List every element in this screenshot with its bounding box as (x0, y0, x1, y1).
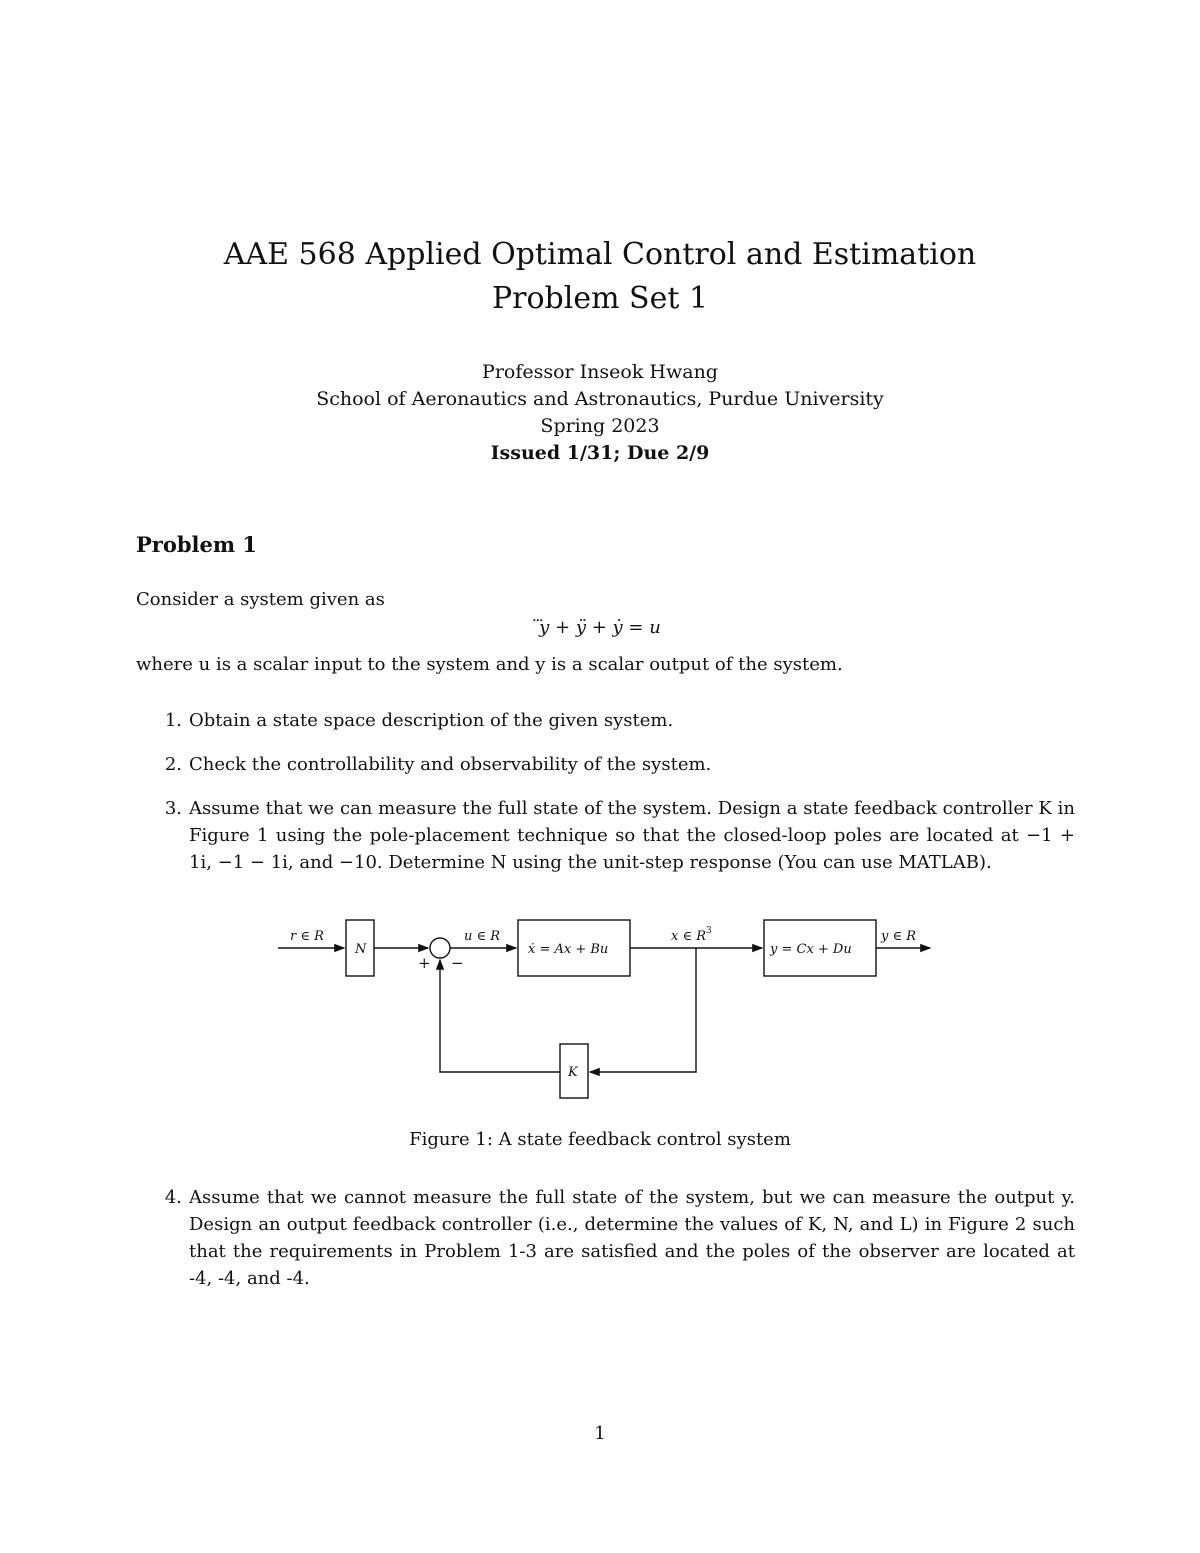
list-item-text: Check the controllability and observability of the system. (189, 754, 712, 775)
list-item-number: 3. (164, 798, 182, 819)
problem-intro: Consider a system given as (136, 589, 385, 610)
label-y: y ∈ R (881, 929, 917, 944)
feedback-to-summer-line (440, 960, 560, 1072)
list-item-number: 2. (164, 754, 182, 775)
list-item-text: Obtain a state space description of the given system. (189, 710, 674, 731)
label-n: N (355, 942, 367, 957)
block-diagram (270, 910, 950, 1110)
summing-junction (430, 938, 450, 958)
feedback-to-k-line (590, 948, 696, 1072)
list-item-text: Assume that we can measure the full state of the system. Design a state feedback controller K in Figure 1 using the pole-placement technique so that the closed-loop poles are located at −1 + 1i, −1 − 1i, and −10. Determine N using the unit-step response (You can use MATLAB). (189, 798, 1075, 873)
label-state-equation: ẋ = Ax + Bu (528, 942, 609, 957)
page-number: 1 (594, 1423, 606, 1444)
problem-description: where u is a scalar input to the system and y is a scalar output of the system. (136, 654, 843, 675)
school-name: School of Aeronautics and Astronautics, Purdue University (316, 388, 884, 410)
label-x: x ∈ R (671, 929, 707, 944)
label-r: r ∈ R (290, 929, 324, 944)
label-minus: − (451, 954, 464, 972)
professor-name: Professor Inseok Hwang (482, 361, 718, 383)
document-subtitle: Problem Set 1 (491, 281, 709, 316)
figure-caption: Figure 1: A state feedback control system (409, 1129, 791, 1150)
label-plus: + (418, 954, 431, 972)
label-u: u ∈ R (464, 929, 501, 944)
label-k: K (568, 1065, 578, 1080)
list-item-text: Assume that we cannot measure the full state of the system, but we can measure the output y. Design an output feedback controller (i.e., determine the values of K, N, and L) in Figure 2 such that the requirements in Problem 1-3 are satisfied and the poles of the observer are located at -4, -4, and -4. (189, 1187, 1075, 1289)
system-equation: ⃛y + ÿ + ẏ = u (539, 617, 661, 638)
label-output-equation: y = Cx + Du (770, 942, 852, 957)
document-title: AAE 568 Applied Optimal Control and Estimation (223, 237, 977, 272)
list-item-number: 4. (164, 1187, 182, 1208)
issue-due-dates: Issued 1/31; Due 2/9 (490, 442, 710, 464)
problem-heading: Problem 1 (136, 532, 258, 557)
label-x-superscript: 3 (706, 926, 712, 936)
list-item-number: 1. (164, 710, 182, 731)
term: Spring 2023 (540, 415, 660, 437)
